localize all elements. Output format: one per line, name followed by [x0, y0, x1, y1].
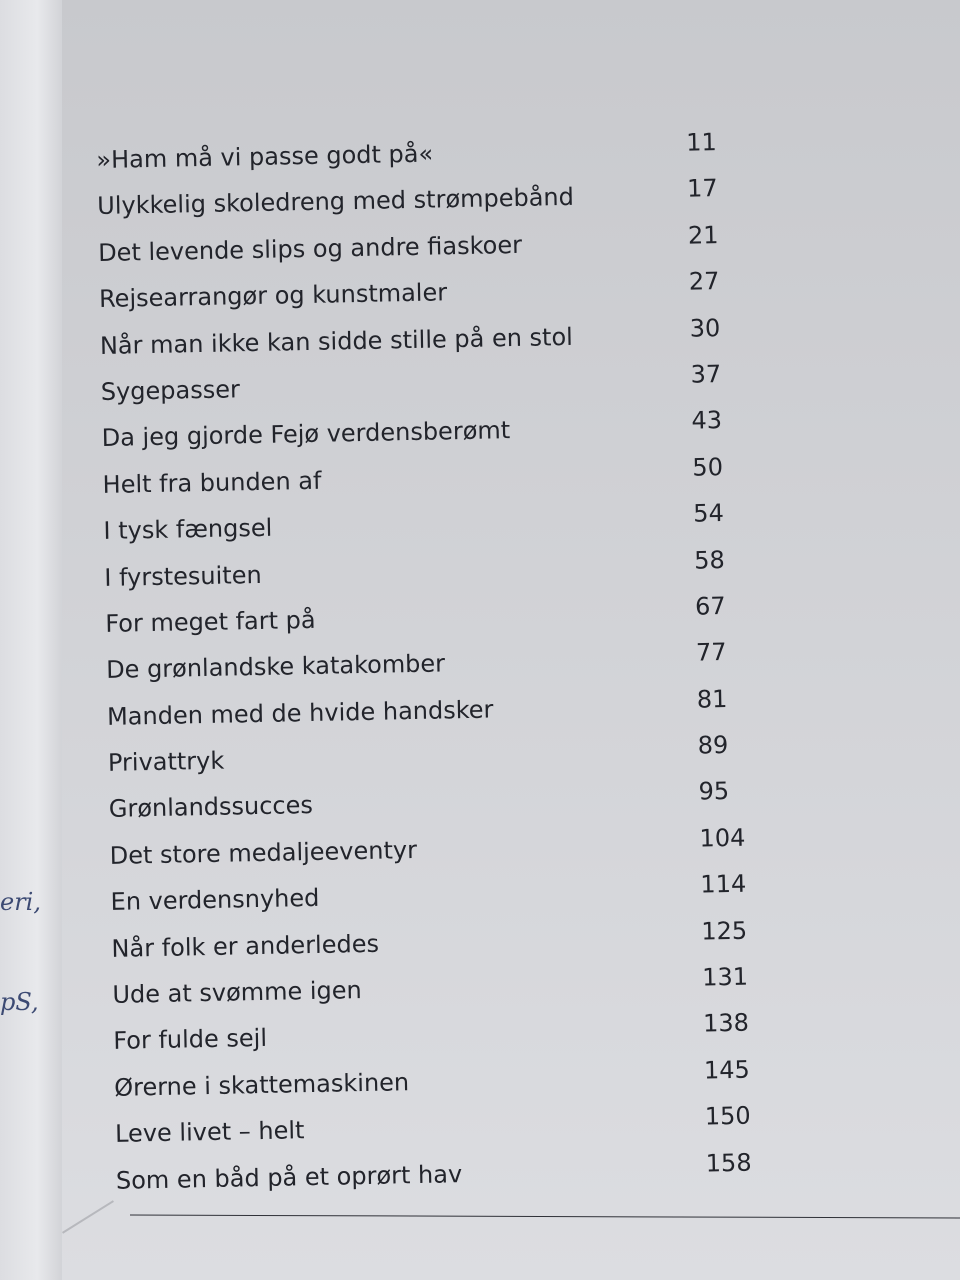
facing-page-text-fragment: pS, — [0, 988, 39, 1016]
toc-entry-title: I fyrstesuiten — [104, 560, 262, 592]
toc-entry-title: Ude at svømme igen — [112, 976, 363, 1009]
facing-page-text-fragment: eri, — [0, 888, 41, 916]
toc-entry-title: Når man ikke kan sidde stille på en stol — [99, 322, 574, 360]
toc-entry-page: 145 — [703, 1055, 751, 1085]
toc-entry-title: I tysk fængsel — [103, 513, 273, 546]
toc-entry-page: 30 — [689, 313, 721, 343]
toc-entry-page: 131 — [701, 962, 749, 992]
toc-entry-page: 50 — [692, 452, 724, 482]
toc-entry-page: 27 — [688, 267, 720, 296]
toc-entry-page: 138 — [702, 1009, 750, 1038]
toc-entry-page: 43 — [691, 406, 723, 435]
toc-entry-title: Privattryk — [107, 746, 225, 777]
toc-entry-page: 54 — [693, 499, 725, 528]
toc-entry-title: Manden med de hvide handsker — [106, 695, 494, 731]
facing-page-edge — [0, 0, 63, 1280]
toc-entry-title: Helt fra bunden af — [102, 466, 322, 499]
toc-entry-page: 89 — [697, 731, 729, 760]
toc-entry-page: 125 — [701, 916, 748, 946]
toc-entry-page: 77 — [695, 638, 727, 667]
toc-entry-title: Det store medaljeeventyr — [109, 835, 418, 870]
toc-entry-page: 17 — [686, 174, 718, 204]
toc-entry-title: Som en båd på et oprørt hav — [115, 1159, 463, 1195]
toc-entry-title: Når folk er anderledes — [111, 929, 380, 963]
toc-entry-title: De grønlandske katakomber — [105, 649, 446, 685]
toc-entry-title: Grønlandssucces — [108, 791, 314, 824]
toc-entry-title: Ørerne i skattemaskinen — [113, 1067, 410, 1102]
page-corner-curl — [62, 1200, 139, 1274]
toc-entry-page: 150 — [704, 1101, 751, 1131]
toc-entry-page: 58 — [693, 545, 725, 575]
toc-entry-page: 67 — [694, 591, 726, 621]
toc-entry-title: Ulykkelig skoledreng med strømpebånd — [97, 183, 575, 221]
toc-entry-page: 37 — [690, 359, 722, 389]
toc-entry-page: 114 — [700, 869, 747, 899]
toc-entry-page: 95 — [698, 777, 730, 807]
toc-entry-page: 21 — [687, 220, 719, 250]
toc-entry-title: »Ham må vi passe godt på« — [96, 139, 434, 174]
toc-entry-title: En verdensnyhed — [110, 884, 320, 917]
toc-entry-page: 81 — [696, 684, 728, 714]
table-of-contents — [96, 128, 756, 1207]
toc-entry-page: 104 — [699, 823, 746, 853]
toc-entry-title: Da jeg gjorde Fejø verdensberømt — [101, 416, 511, 453]
toc-entry-title: Leve livet – helt — [114, 1116, 305, 1149]
toc-entry-title: For fulde sejl — [113, 1024, 268, 1056]
toc-entry-title: Det levende slips og andre fiaskoer — [97, 230, 523, 267]
toc-entry-title: Rejsearrangør og kunstmaler — [98, 278, 448, 314]
toc-entry-page: 158 — [705, 1148, 752, 1178]
toc-entry-title: Sygepasser — [100, 375, 241, 406]
toc-entry-title: For meget fart på — [105, 605, 316, 638]
toc-entry-page: 11 — [685, 128, 717, 157]
